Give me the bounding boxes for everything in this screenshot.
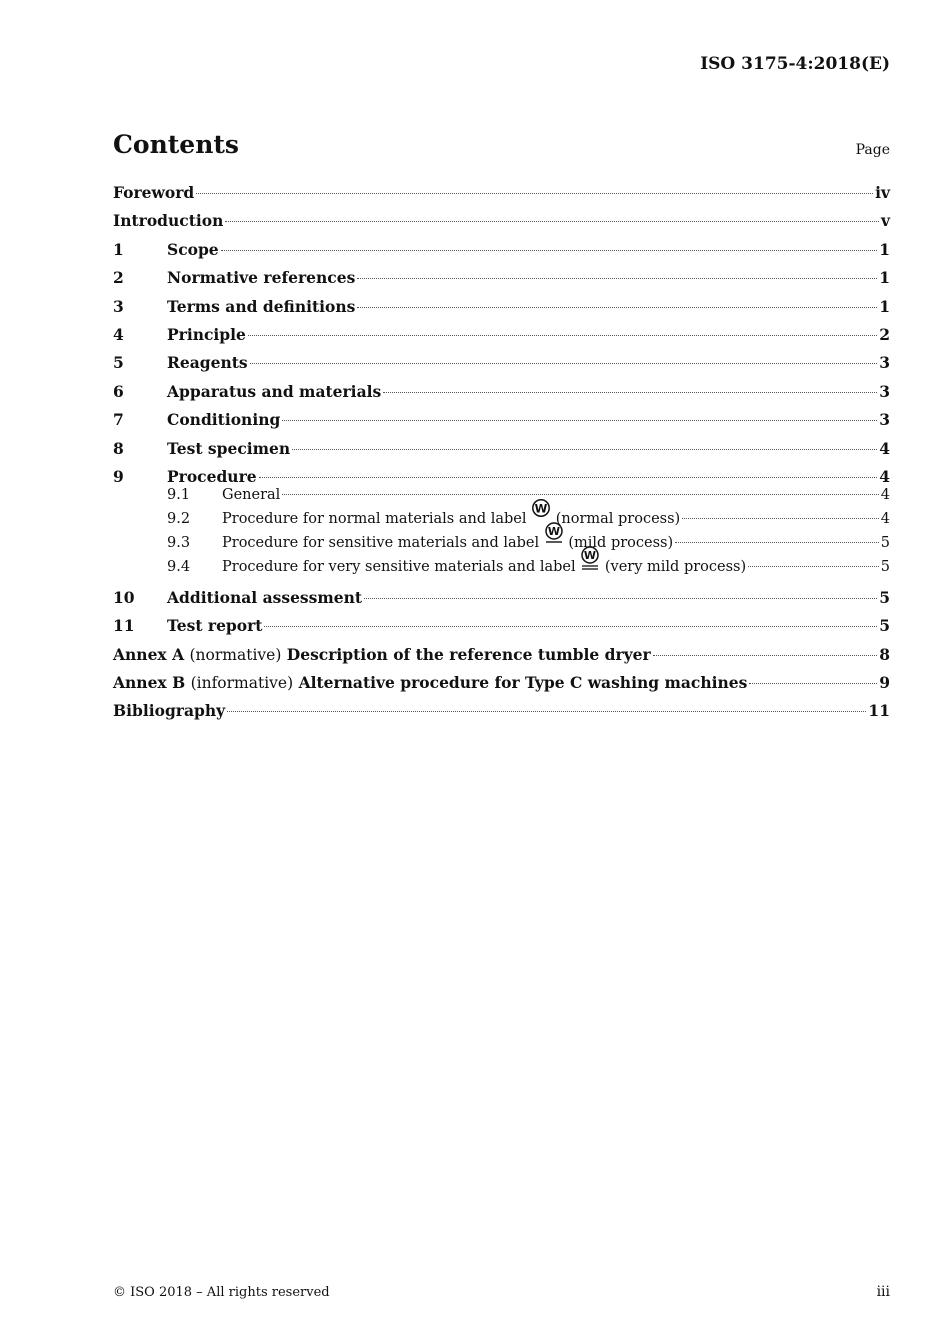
toc-title: Introduction xyxy=(113,211,224,231)
toc-number: 4 xyxy=(113,324,124,344)
toc-title: Scope xyxy=(167,239,219,259)
toc-title: Conditioning xyxy=(167,410,281,430)
toc-number: 3 xyxy=(113,296,124,316)
toc-entry-test-specimen[interactable] xyxy=(113,439,890,467)
toc-number: 9.4 xyxy=(167,558,191,575)
toc-title: Procedure xyxy=(167,466,257,486)
toc-number: 10 xyxy=(113,587,135,607)
toc-title: Normative references xyxy=(167,268,356,288)
toc-entry-normal-process[interactable] xyxy=(113,501,890,531)
toc-entry-additional-assessment[interactable] xyxy=(113,588,890,616)
leader-dots xyxy=(364,598,877,599)
toc-title: Test specimen xyxy=(167,438,291,458)
toc-number: 9 xyxy=(113,466,124,486)
table-of-contents xyxy=(113,183,890,730)
leader-dots xyxy=(282,494,878,495)
toc-page: 5 xyxy=(880,534,890,551)
toc-number: 7 xyxy=(113,410,124,430)
toc-title xyxy=(113,645,651,664)
toc-number: 2 xyxy=(113,268,124,288)
leader-dots xyxy=(292,449,877,450)
toc-page: 9 xyxy=(879,673,890,693)
toc-page: v xyxy=(880,211,890,231)
annex-label: Annex A xyxy=(113,644,185,664)
toc-page: iv xyxy=(875,183,890,202)
page-column-label: Page xyxy=(855,142,890,158)
toc-page: 5 xyxy=(879,616,890,636)
toc-number: 9.2 xyxy=(167,510,191,527)
toc-title xyxy=(222,525,674,551)
toc-entry-terms-and-definitions[interactable] xyxy=(113,297,890,325)
toc-page: 3 xyxy=(879,381,890,401)
toc-page: 3 xyxy=(879,353,890,373)
toc-title: General xyxy=(222,486,281,503)
annex-title: Description of the reference tumble dryer xyxy=(286,644,651,664)
toc-title: Reagents xyxy=(167,353,248,373)
toc-entry-general[interactable] xyxy=(113,487,890,507)
leader-dots xyxy=(196,193,873,194)
annex-title: Alternative procedure for Type C washing machines xyxy=(298,673,748,693)
toc-title xyxy=(113,673,747,692)
toc-title: Foreword xyxy=(113,183,195,202)
toc-page: 2 xyxy=(879,324,890,344)
toc-page: 5 xyxy=(879,587,890,607)
leader-dots xyxy=(264,626,877,627)
svg-text:W: W xyxy=(534,501,548,516)
toc-entry-bibliography[interactable] xyxy=(113,701,890,729)
toc-title-text: (very mild process) xyxy=(604,558,747,575)
toc-entry-test-report[interactable] xyxy=(113,616,890,644)
toc-title: Apparatus and materials xyxy=(167,381,382,401)
leader-dots xyxy=(248,335,877,336)
toc-entry-very-mild-process[interactable] xyxy=(113,549,890,582)
leader-dots xyxy=(282,420,877,421)
toc-number: 1 xyxy=(113,239,124,259)
toc-title-text: (mild process) xyxy=(568,534,674,551)
leader-dots xyxy=(250,363,878,364)
leader-dots xyxy=(749,683,877,684)
toc-number: 9.3 xyxy=(167,534,191,551)
toc-number: 9.1 xyxy=(167,486,191,503)
toc-page: 3 xyxy=(879,410,890,430)
toc-entry-apparatus[interactable] xyxy=(113,382,890,410)
toc-title: Test report xyxy=(167,616,263,636)
toc-page: 11 xyxy=(868,701,890,721)
toc-number: 6 xyxy=(113,381,124,401)
leader-dots xyxy=(357,307,877,308)
toc-entry-principle[interactable] xyxy=(113,325,890,353)
svg-text:W: W xyxy=(547,525,560,539)
leader-dots xyxy=(357,278,877,279)
toc-number: 11 xyxy=(113,616,135,636)
leader-dots xyxy=(383,392,877,393)
toc-page: 1 xyxy=(879,268,890,288)
toc-page: 4 xyxy=(879,438,890,458)
leader-dots xyxy=(653,655,878,656)
toc-page: 1 xyxy=(879,296,890,316)
toc-entry-normative-references[interactable] xyxy=(113,268,890,296)
professional-wet-cleaning-mild-icon xyxy=(544,525,564,549)
page-number: iii xyxy=(876,1284,890,1300)
annex-kind: (informative) xyxy=(190,674,294,693)
contents-title: Contents xyxy=(113,130,240,159)
toc-entry-annex-a[interactable] xyxy=(113,645,890,673)
leader-dots xyxy=(227,711,866,712)
standard-identifier: ISO 3175-4:2018(E) xyxy=(700,54,890,74)
toc-entry-scope[interactable] xyxy=(113,240,890,268)
toc-title: Bibliography xyxy=(113,701,226,721)
svg-text:W: W xyxy=(584,549,597,563)
leader-dots xyxy=(675,542,879,543)
toc-title-text: Procedure for sensitive materials and label xyxy=(222,534,540,551)
toc-title-text: Procedure for very sensitive materials and label xyxy=(222,558,576,575)
copyright-notice: © ISO 2018 – All rights reserved xyxy=(113,1285,330,1300)
professional-wet-cleaning-very-mild-icon xyxy=(580,549,600,573)
leader-dots xyxy=(221,250,878,251)
toc-page: 4 xyxy=(880,510,890,527)
toc-title: Additional assessment xyxy=(167,587,363,607)
toc-title-text: Procedure for normal materials and label xyxy=(222,510,527,527)
toc-title: Principle xyxy=(167,324,246,344)
toc-title-text: (normal process) xyxy=(555,510,681,527)
leader-dots xyxy=(748,566,879,567)
toc-number: 5 xyxy=(113,353,124,373)
toc-title xyxy=(222,501,681,527)
toc-entry-mild-process[interactable] xyxy=(113,525,890,555)
toc-page: 1 xyxy=(879,239,890,259)
toc-page: 4 xyxy=(880,486,890,503)
toc-number: 8 xyxy=(113,438,124,458)
leader-dots xyxy=(259,477,878,478)
toc-page: 8 xyxy=(879,644,890,664)
annex-label: Annex B xyxy=(113,673,186,693)
toc-entry-conditioning[interactable] xyxy=(113,410,890,438)
annex-kind: (normative) xyxy=(189,645,282,664)
toc-title xyxy=(222,549,747,575)
toc-entry-reagents[interactable] xyxy=(113,353,890,381)
toc-page: 4 xyxy=(879,466,890,486)
toc-page: 5 xyxy=(880,558,890,575)
toc-entry-foreword[interactable] xyxy=(113,183,890,211)
toc-entry-procedure[interactable] xyxy=(113,467,890,487)
toc-entry-introduction[interactable] xyxy=(113,211,890,239)
leader-dots xyxy=(225,221,879,222)
leader-dots xyxy=(682,518,879,519)
toc-entry-annex-b[interactable] xyxy=(113,673,890,701)
toc-title: Terms and definitions xyxy=(167,296,356,316)
